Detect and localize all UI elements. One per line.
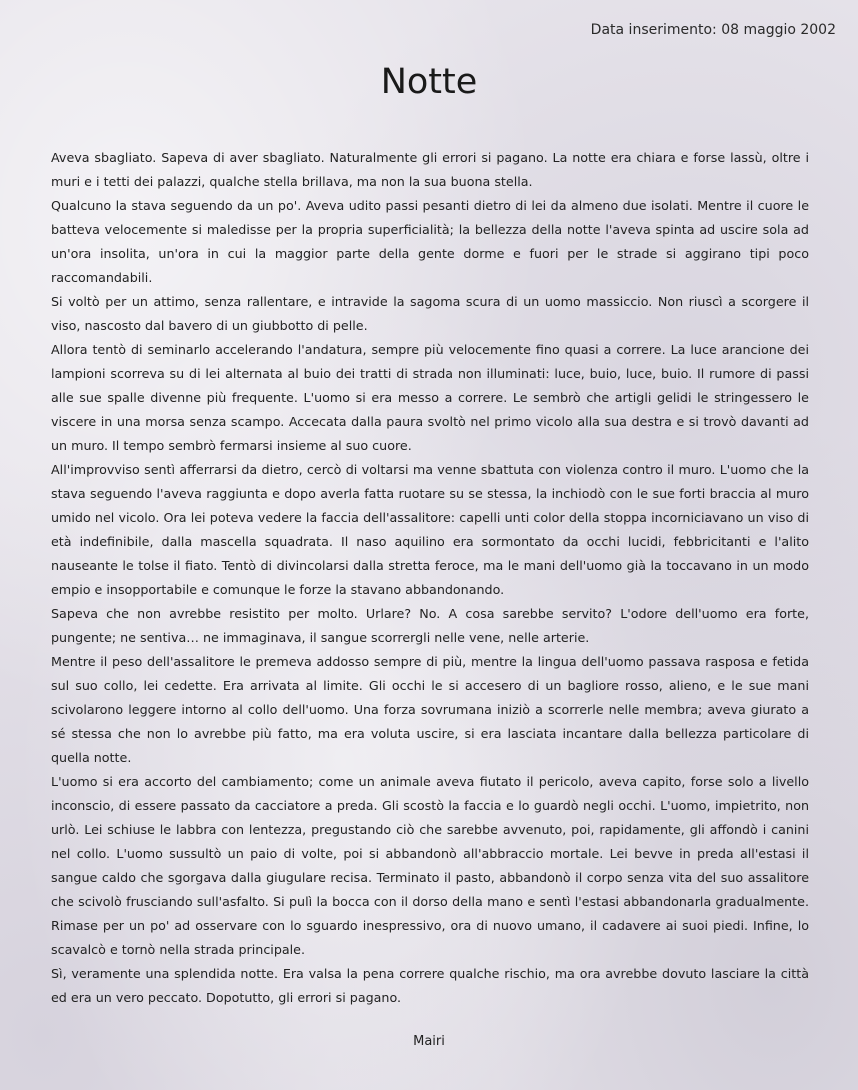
- story-paragraph: Qualcuno la stava seguendo da un po'. Aveva udito passi pesanti dietro di lei da almeno due isolati. Mentre il cuore le batteva velocemente si maledisse per la propria superficialità; la bellezza della notte l'aveva spinta ad uscire sola ad un'ora insolita, un'ora in cui la maggior parte della gente dorme e fuori per le strade si aggirano tipi poco raccomandabili.: [51, 198, 809, 285]
- story-paragraph: Mentre il peso dell'assalitore le premeva addosso sempre di più, mentre la lingua dell'uomo passava rasposa e fetida sul suo collo, lei cedette. Era arrivata al limite. Gli occhi le si accesero di un bagliore rosso, alieno, e le sue mani scivolarono leggere intorno al collo dell'uomo. Una forza sovrumana iniziò a scorrerle nelle membra; aveva giurato a sé stessa che non lo avrebbe più fatto, ma era voluta uscire, si era lasciata incantare dalla bellezza particolare di quella notte.: [51, 654, 809, 765]
- story-title: Notte: [380, 62, 478, 102]
- story-body: [51, 146, 809, 1010]
- story-paragraph: Aveva sbagliato. Sapeva di aver sbagliato. Naturalmente gli errori si pagano. La notte era chiara e forse lassù, oltre i muri e i tetti dei palazzi, qualche stella brillava, ma non la sua buona stella.: [51, 150, 809, 189]
- story-paragraph: Allora tentò di seminarlo accelerando l'andatura, sempre più velocemente fino quasi a correre. La luce arancione dei lampioni scorreva su di lei alternata al buio dei tratti di strada non illuminati: luce, buio, luce, buio. Il rumore di passi alle sue spalle divenne più frequente. L'uomo si era messo a correre. Le sembrò che artigli gelidi le stringessero le viscere in una morsa senza scampo. Accecata dalla paura svoltò nel primo vicolo alla sua destra e si trovò davanti ad un muro. Il tempo sembrò fermarsi insieme al suo cuore.: [51, 342, 809, 453]
- story-paragraph: Sapeva che non avrebbe resistito per molto. Urlare? No. A cosa sarebbe servito? L'odore dell'uomo era forte, pungente; ne sentiva… ne immaginava, il sangue scorrergli nelle vene, nelle arterie.: [51, 606, 809, 645]
- story-paragraph: Sì, veramente una splendida notte. Era valsa la pena correre qualche rischio, ma ora avrebbe dovuto lasciare la città ed era un vero peccato. Dopotutto, gli errori si pagano.: [51, 966, 809, 1005]
- story-paragraph: L'uomo si era accorto del cambiamento; come un animale aveva fiutato il pericolo, aveva capito, forse solo a livello inconscio, di essere passato da cacciatore a preda. Gli scostò la faccia e lo guardò negli occhi. L'uomo, impietrito, non urlò. Lei schiuse le labbra con lentezza, pregustando ciò che sarebbe avvenuto, poi, rapidamente, gli affondò i canini nel collo. L'uomo sussultò un paio di volte, poi si abbandonò all'abbraccio mortale. Lei bevve in preda all'estasi il sangue caldo che sgorgava dalla giugulare recisa. Terminato il pasto, abbandonò il corpo senza vita del suo assalitore che scivolò frusciando sull'asfalto. Si pulì la bocca con il dorso della mano e sentì l'estasi abbandonarla gradualmente. Rimase per un po' ad osservare con lo sguardo inespressivo, ora di nuovo umano, il cadavere ai suoi piedi. Infine, lo scavalcò e tornò nella strada principale.: [51, 774, 809, 957]
- story-paragraph: Si voltò per un attimo, senza rallentare, e intravide la sagoma scura di un uomo massiccio. Non riuscì a scorgere il viso, nascosto dal bavero di un giubbotto di pelle.: [51, 294, 809, 333]
- author-signature: Mairi: [413, 1034, 445, 1049]
- story-paragraph: All'improvviso sentì afferrarsi da dietro, cercò di voltarsi ma venne sbattuta con violenza contro il muro. L'uomo che la stava seguendo l'aveva raggiunta e dopo averla fatta ruotare su se stessa, la inchiodò con le sue forti braccia al muro umido nel vicolo. Ora lei poteva vedere la faccia dell'assalitore: capelli unti color della stoppa incorniciavano un viso di età indefinibile, dalla mascella squadrata. Il naso aquilino era sormontato da occhi lucidi, febbricitanti e l'alito nauseante le tolse il fiato. Tentò di divincolarsi dalla stretta feroce, ma le mani dell'uomo già la toccavano in un modo empio e insopportabile e comunque le forze la stavano abbandonando.: [51, 462, 809, 597]
- publication-date: Data inserimento: 08 maggio 2002: [590, 22, 836, 38]
